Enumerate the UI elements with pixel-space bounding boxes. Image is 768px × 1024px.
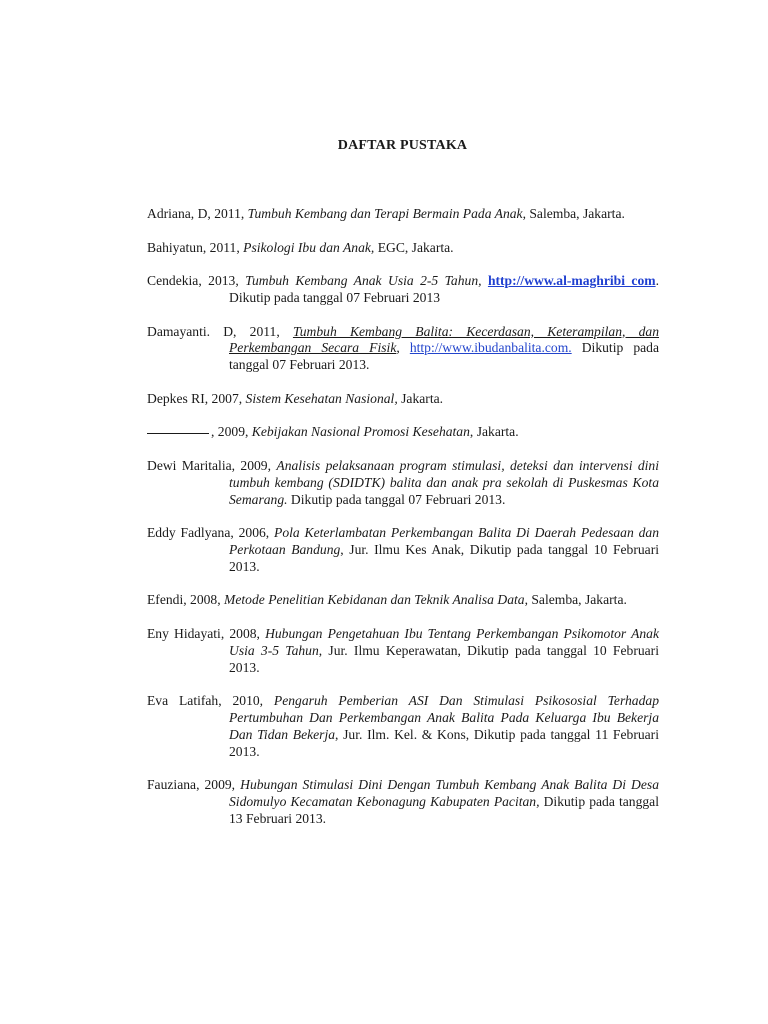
reference-title: Metode Penelitian Kebidanan dan Teknik Analisa Data [224, 592, 525, 608]
reference-title: Tumbuh Kembang Anak Usia 2-5 Tahun, [245, 273, 488, 289]
reference-author-year: Efendi, 2008, [147, 592, 225, 608]
reference-entry [147, 424, 659, 441]
reference-rest: , Jur. Ilmu Keperawatan, Dikutip pada tanggal 10 Februari 2013. [229, 642, 659, 675]
reference-link[interactable]: http://www.al-maghribi com [487, 273, 656, 289]
reference-rest: . Dikutip pada tanggal 07 Februari 2013 [229, 273, 659, 305]
repeat-author-line [147, 433, 209, 434]
reference-rest: Dikutip pada tanggal 13 Februari 2013. [229, 793, 659, 826]
reference-entry [147, 458, 659, 508]
reference-rest: , Jakarta. [469, 424, 519, 440]
reference-entry [147, 240, 659, 257]
reference-entry [147, 693, 659, 760]
reference-title: Kebijakan Nasional Promosi Kesehatan [251, 424, 470, 440]
reference-title: Psikologi Ibu dan Anak, [243, 239, 375, 255]
reference-link[interactable]: http://www.ibudanbalita.com. [409, 340, 572, 356]
reference-title: Hubungan Stimulasi Dini Dengan Tumbuh Kembang Anak Balita Di Desa Sidomulyo Kecamatan Kebonagung Kabupaten Pacitan, [229, 777, 659, 809]
reference-list [147, 206, 659, 844]
reference-rest: EGC, Jakarta. [374, 239, 454, 255]
reference-entry: Damayanti. D, 2011, Tumbuh Kembang Balita: Kecerdasan, Keterampilan, dan Perkembangan Secara Fisik, http://www.ibudanbalita.com. Dikutip pada tanggal 07 Februari 2013. [147, 323, 659, 373]
reference-entry [147, 626, 659, 676]
reference-author-year: Depkes RI, 2007, [147, 390, 246, 406]
reference-author-year: Fauziana, 2009, [147, 777, 241, 793]
reference-title: Hubungan Pengetahuan Ibu Tentang Perkembangan Psikomotor Anak Usia 3-5 Tahun [229, 625, 659, 658]
reference-entry [147, 592, 659, 609]
reference-rest: Jakarta. [397, 390, 444, 406]
reference-rest: , Salemba, Jakarta. [524, 592, 627, 608]
page-title: DAFTAR PUSTAKA [337, 138, 468, 153]
reference-author-year: , 2009, [211, 424, 252, 440]
reference-rest: , Jur. Ilm. Kel. & Kons, Dikutip pada tanggal 11 Februari 2013. [229, 726, 659, 759]
reference-entry [147, 525, 659, 575]
reference-title: Pola Keterlambatan Perkembangan Balita Di Daerah Pedesaan dan Perkotaan Bandung [229, 525, 660, 557]
reference-title: Tumbuh Kembang Balita: Kecerdasan, Keterampilan, dan Perkembangan Secara Fisik [229, 323, 659, 356]
reference-entry [147, 273, 659, 307]
reference-title: Tumbuh Kembang dan Terapi Bermain Pada Anak [247, 206, 523, 221]
reference-author-year: Bahiyatun, 2011, [147, 239, 244, 255]
reference-author-year: Dewi Maritalia, 2009, [147, 457, 277, 473]
reference-entry [147, 391, 659, 408]
reference-title: Sistem Kesehatan Nasional, [245, 390, 398, 406]
reference-author-year: Eddy Fadlyana, 2006, [147, 525, 275, 541]
reference-author-year: Eva Latifah, 2010, [147, 693, 274, 709]
reference-author-year: Damayanti. D, 2011, [147, 323, 293, 339]
reference-entry [147, 777, 659, 827]
reference-rest: , Salemba, Jakarta. [522, 206, 625, 221]
reference-rest: Dikutip pada tanggal 07 Februari 2013. [287, 491, 506, 507]
reference-title: Analisis pelaksanaan program stimulasi, deteksi dan intervensi dini tumbuh kembang (SDIDTK) balita dan anak pra sekolah di Puskesmas Kota Semarang. [229, 457, 659, 507]
reference-rest: , Jur. Ilmu Kes Anak, Dikutip pada tanggal 10 Februari 2013. [229, 541, 659, 574]
reference-author-year: Cendekia, 2013, [147, 273, 246, 289]
reference-rest: Dikutip pada tanggal 07 Februari 2013. [229, 340, 659, 373]
reference-author-year: Adriana, D, 2011, [147, 206, 248, 221]
reference-author-year: Eny Hidayati, 2008, [147, 625, 266, 641]
reference-title: Pengaruh Pemberian ASI Dan Stimulasi Psikososial Terhadap Pertumbuhan Dan Perkembangan Anak Balita Pada Keluarga Ibu Bekerja Dan Tidan Bekerja [229, 693, 659, 742]
reference-entry [147, 206, 659, 223]
